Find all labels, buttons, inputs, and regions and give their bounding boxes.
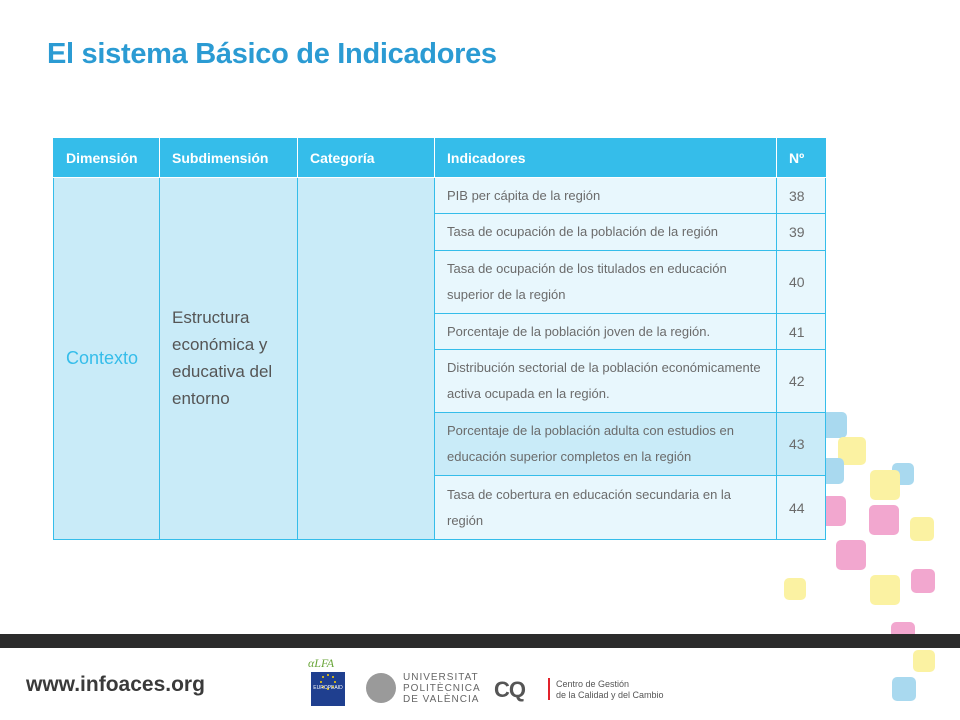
header-subdimension: Subdimensión xyxy=(160,139,298,178)
indicator-cell: Porcentaje de la población joven de la región. xyxy=(435,314,777,350)
number-cell: 40 xyxy=(777,251,826,314)
alfa-logo-text: αLFA xyxy=(308,656,335,670)
upv-line-1: UNIVERSITAT xyxy=(403,672,479,683)
header-indicators: Indicadores xyxy=(435,139,777,178)
upv-name xyxy=(403,672,481,705)
cq-mark: CQ xyxy=(494,677,525,702)
number-cell: 43 xyxy=(777,413,826,476)
upv-line-2: POLITÈCNICA xyxy=(403,683,481,694)
cq-divider xyxy=(548,678,550,700)
cq-line-2: de la Calidad y del Cambio xyxy=(556,690,664,700)
header-number: Nº xyxy=(777,139,826,178)
dimension-cell xyxy=(54,178,160,540)
cq-name xyxy=(556,679,664,701)
europeaid-label: EUROPEAID xyxy=(313,685,343,691)
indicator-cell: Tasa de ocupación de la población de la región xyxy=(435,214,777,251)
number-cell: 41 xyxy=(777,314,826,350)
table-header-row xyxy=(54,139,826,178)
upv-seal-icon xyxy=(366,673,396,703)
number-cell: 44 xyxy=(777,476,826,540)
upv-line-3: DE VALÈNCIA xyxy=(403,694,480,705)
cq-line-1: Centro de Gestión xyxy=(556,679,630,689)
indicator-cell: Distribución sectorial de la población económicamente activa ocupada en la región. xyxy=(435,350,777,413)
subdimension-cell xyxy=(160,178,298,540)
subdimension-label: Estructura económica y educativa del entorno xyxy=(172,307,273,408)
header-category: Categoría xyxy=(298,139,435,178)
category-cell xyxy=(298,178,435,540)
number-cell: 38 xyxy=(777,178,826,214)
table-row xyxy=(54,178,826,214)
dimension-label: Contexto xyxy=(66,347,139,368)
indicator-cell: PIB per cápita de la región xyxy=(435,178,777,214)
indicators-table xyxy=(53,138,826,540)
page-title: El sistema Básico de Indicadores xyxy=(47,38,497,70)
footer-band xyxy=(0,634,960,648)
indicator-cell: Tasa de ocupación de los titulados en educación superior de la región xyxy=(435,251,777,314)
website-link[interactable]: www.infoaces.org xyxy=(26,673,205,696)
number-cell: 39 xyxy=(777,214,826,251)
indicator-cell: Tasa de cobertura en educación secundaria en la región xyxy=(435,476,777,540)
indicator-cell: Porcentaje de la población adulta con estudios en educación superior completos en la región xyxy=(435,413,777,476)
number-cell: 42 xyxy=(777,350,826,413)
header-dimension: Dimensión xyxy=(54,139,160,178)
